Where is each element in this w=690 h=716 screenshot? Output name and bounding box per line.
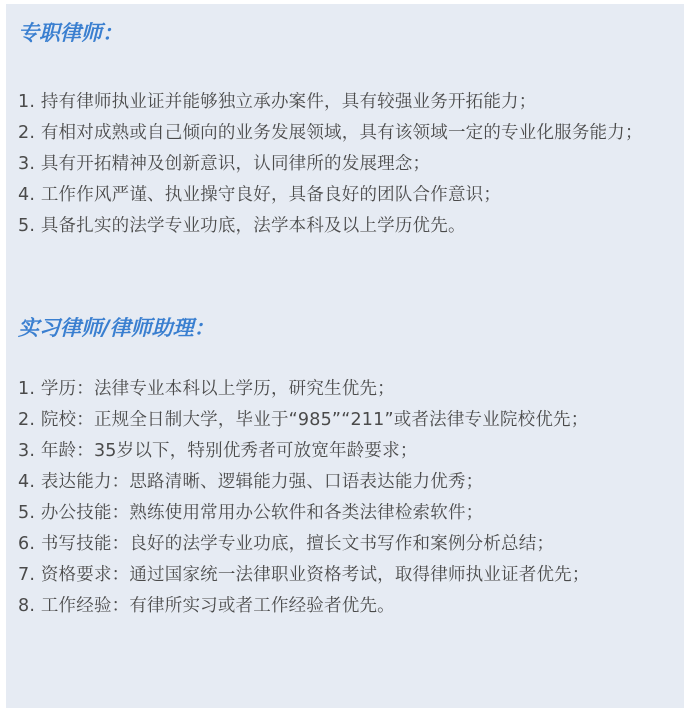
- full-time-lawyer-requirements-list: [18, 87, 674, 242]
- list-item: 8. 工作经验：有律所实习或者工作经验者优先。: [18, 596, 395, 616]
- list-item: 7. 资格要求：通过国家统一法律职业资格考试，取得律师执业证者优先；: [18, 565, 590, 585]
- list-item: 1. 持有律师执业证并能够独立承办案件，具有较强业务开拓能力；: [18, 92, 537, 112]
- list-item: 6. 书写技能：良好的法学专业功底，擅长文书写作和案例分析总结；: [18, 534, 555, 554]
- list-item: 5. 具备扎实的法学专业功底，法学本科及以上学历优先。: [18, 216, 466, 236]
- section-title-full-time-lawyer: 专职律师：: [18, 21, 123, 45]
- list-item: 2. 院校：正规全日制大学，毕业于“985”“211”或者法律专业院校优先；: [18, 410, 589, 430]
- list-item: 3. 年龄：35岁以下，特别优秀者可放宽年龄要求；: [18, 441, 418, 461]
- list-item: 4. 表达能力：思路清晰、逻辑能力强、口语表达能力优秀；: [18, 472, 484, 492]
- requirements-card: [6, 4, 684, 708]
- list-item: 2. 有相对成熟或自己倾向的业务发展领域，具有该领域一定的专业化服务能力；: [18, 123, 643, 143]
- trainee-lawyer-requirements-list: [18, 374, 674, 622]
- list-item: 1. 学历：法律专业本科以上学历，研究生优先；: [18, 379, 395, 399]
- list-item: 5. 办公技能：熟练使用常用办公软件和各类法律检索软件；: [18, 503, 484, 523]
- list-item: 3. 具有开拓精神及创新意识，认同律所的发展理念；: [18, 154, 431, 174]
- list-item: 4. 工作作风严谨、执业操守良好，具备良好的团队合作意识；: [18, 185, 502, 205]
- section-title-trainee-lawyer-assistant: 实习律师/律师助理：: [18, 316, 215, 340]
